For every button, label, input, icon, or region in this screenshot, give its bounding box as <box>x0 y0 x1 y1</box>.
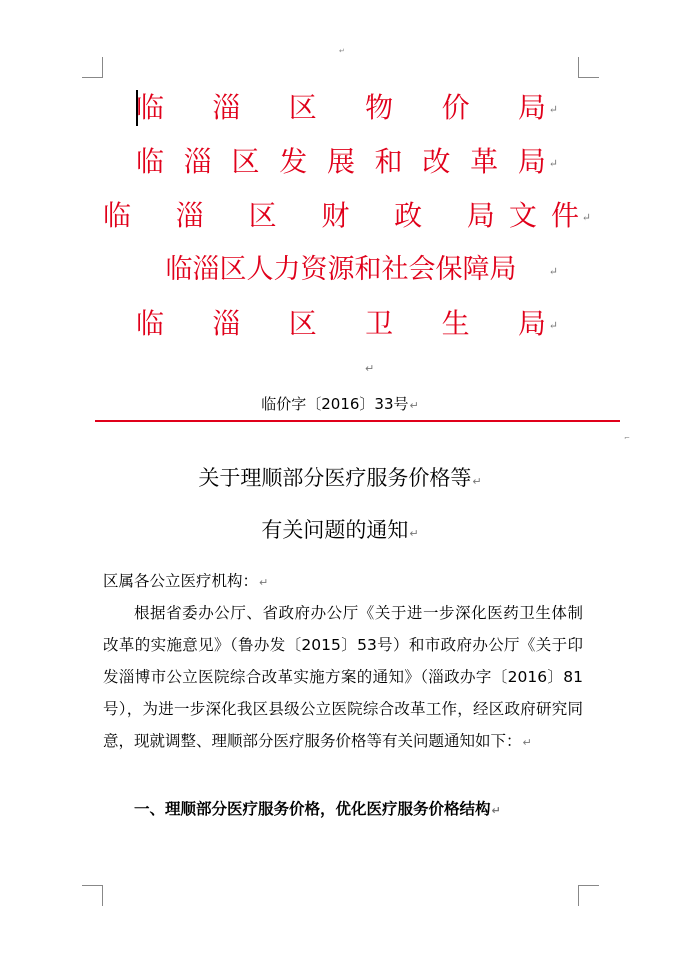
agency-line-1: 临 淄 区 物 价 局 ↵ <box>136 91 558 124</box>
margin-corner-top-right <box>578 57 599 78</box>
agency-line-4: 临 淄 区 人 力 资 源 和 社 会 保 障 局 ↵ <box>165 254 558 285</box>
margin-corner-bottom-left <box>82 885 103 906</box>
notice-title-line-2: 有关问题的通知↵ <box>261 518 419 542</box>
addressee: 区属各公立医疗机构：↵ <box>103 572 269 590</box>
margin-corner-top-left <box>82 57 103 78</box>
margin-corner-bottom-right <box>578 885 599 906</box>
separator-end-mark: ⌐ <box>624 434 630 442</box>
body-paragraph-1: 根据省委办公厅、省政府办公厅《关于进一步深化医药卫生体制改革的实施意见》（鲁办发〔2015〕53号）和市政府办公厅《关于印发淄博市公立医院综合改革实施方案的通知》（淄政办字〔2016〕81号），为进一步深化我区县级公立医院综合改革工作，经区政府研究同意，现就调整、理顺部分医疗服务价格等有关问题通知如下：↵ <box>103 604 583 750</box>
header-paragraph-mark: ↵ <box>339 47 345 55</box>
agency-line-5: 临 淄 区 卫 生 局 ↵ <box>136 307 558 340</box>
red-separator-rule <box>95 420 620 422</box>
document-number: 临价字〔2016〕33号↵ <box>261 395 419 413</box>
section-1-heading: 一、理顺部分医疗服务价格，优化医疗服务价格结构↵ <box>134 800 501 818</box>
blank-paragraph-mark: ↵ <box>365 362 375 375</box>
notice-title-line-1: 关于理顺部分医疗服务价格等↵ <box>198 466 482 490</box>
agency-line-3: 临 淄 区 财 政 局 文 件 ↵ <box>103 199 591 232</box>
agency-line-2: 临 淄 区 发 展 和 改 革 局 ↵ <box>136 145 558 178</box>
